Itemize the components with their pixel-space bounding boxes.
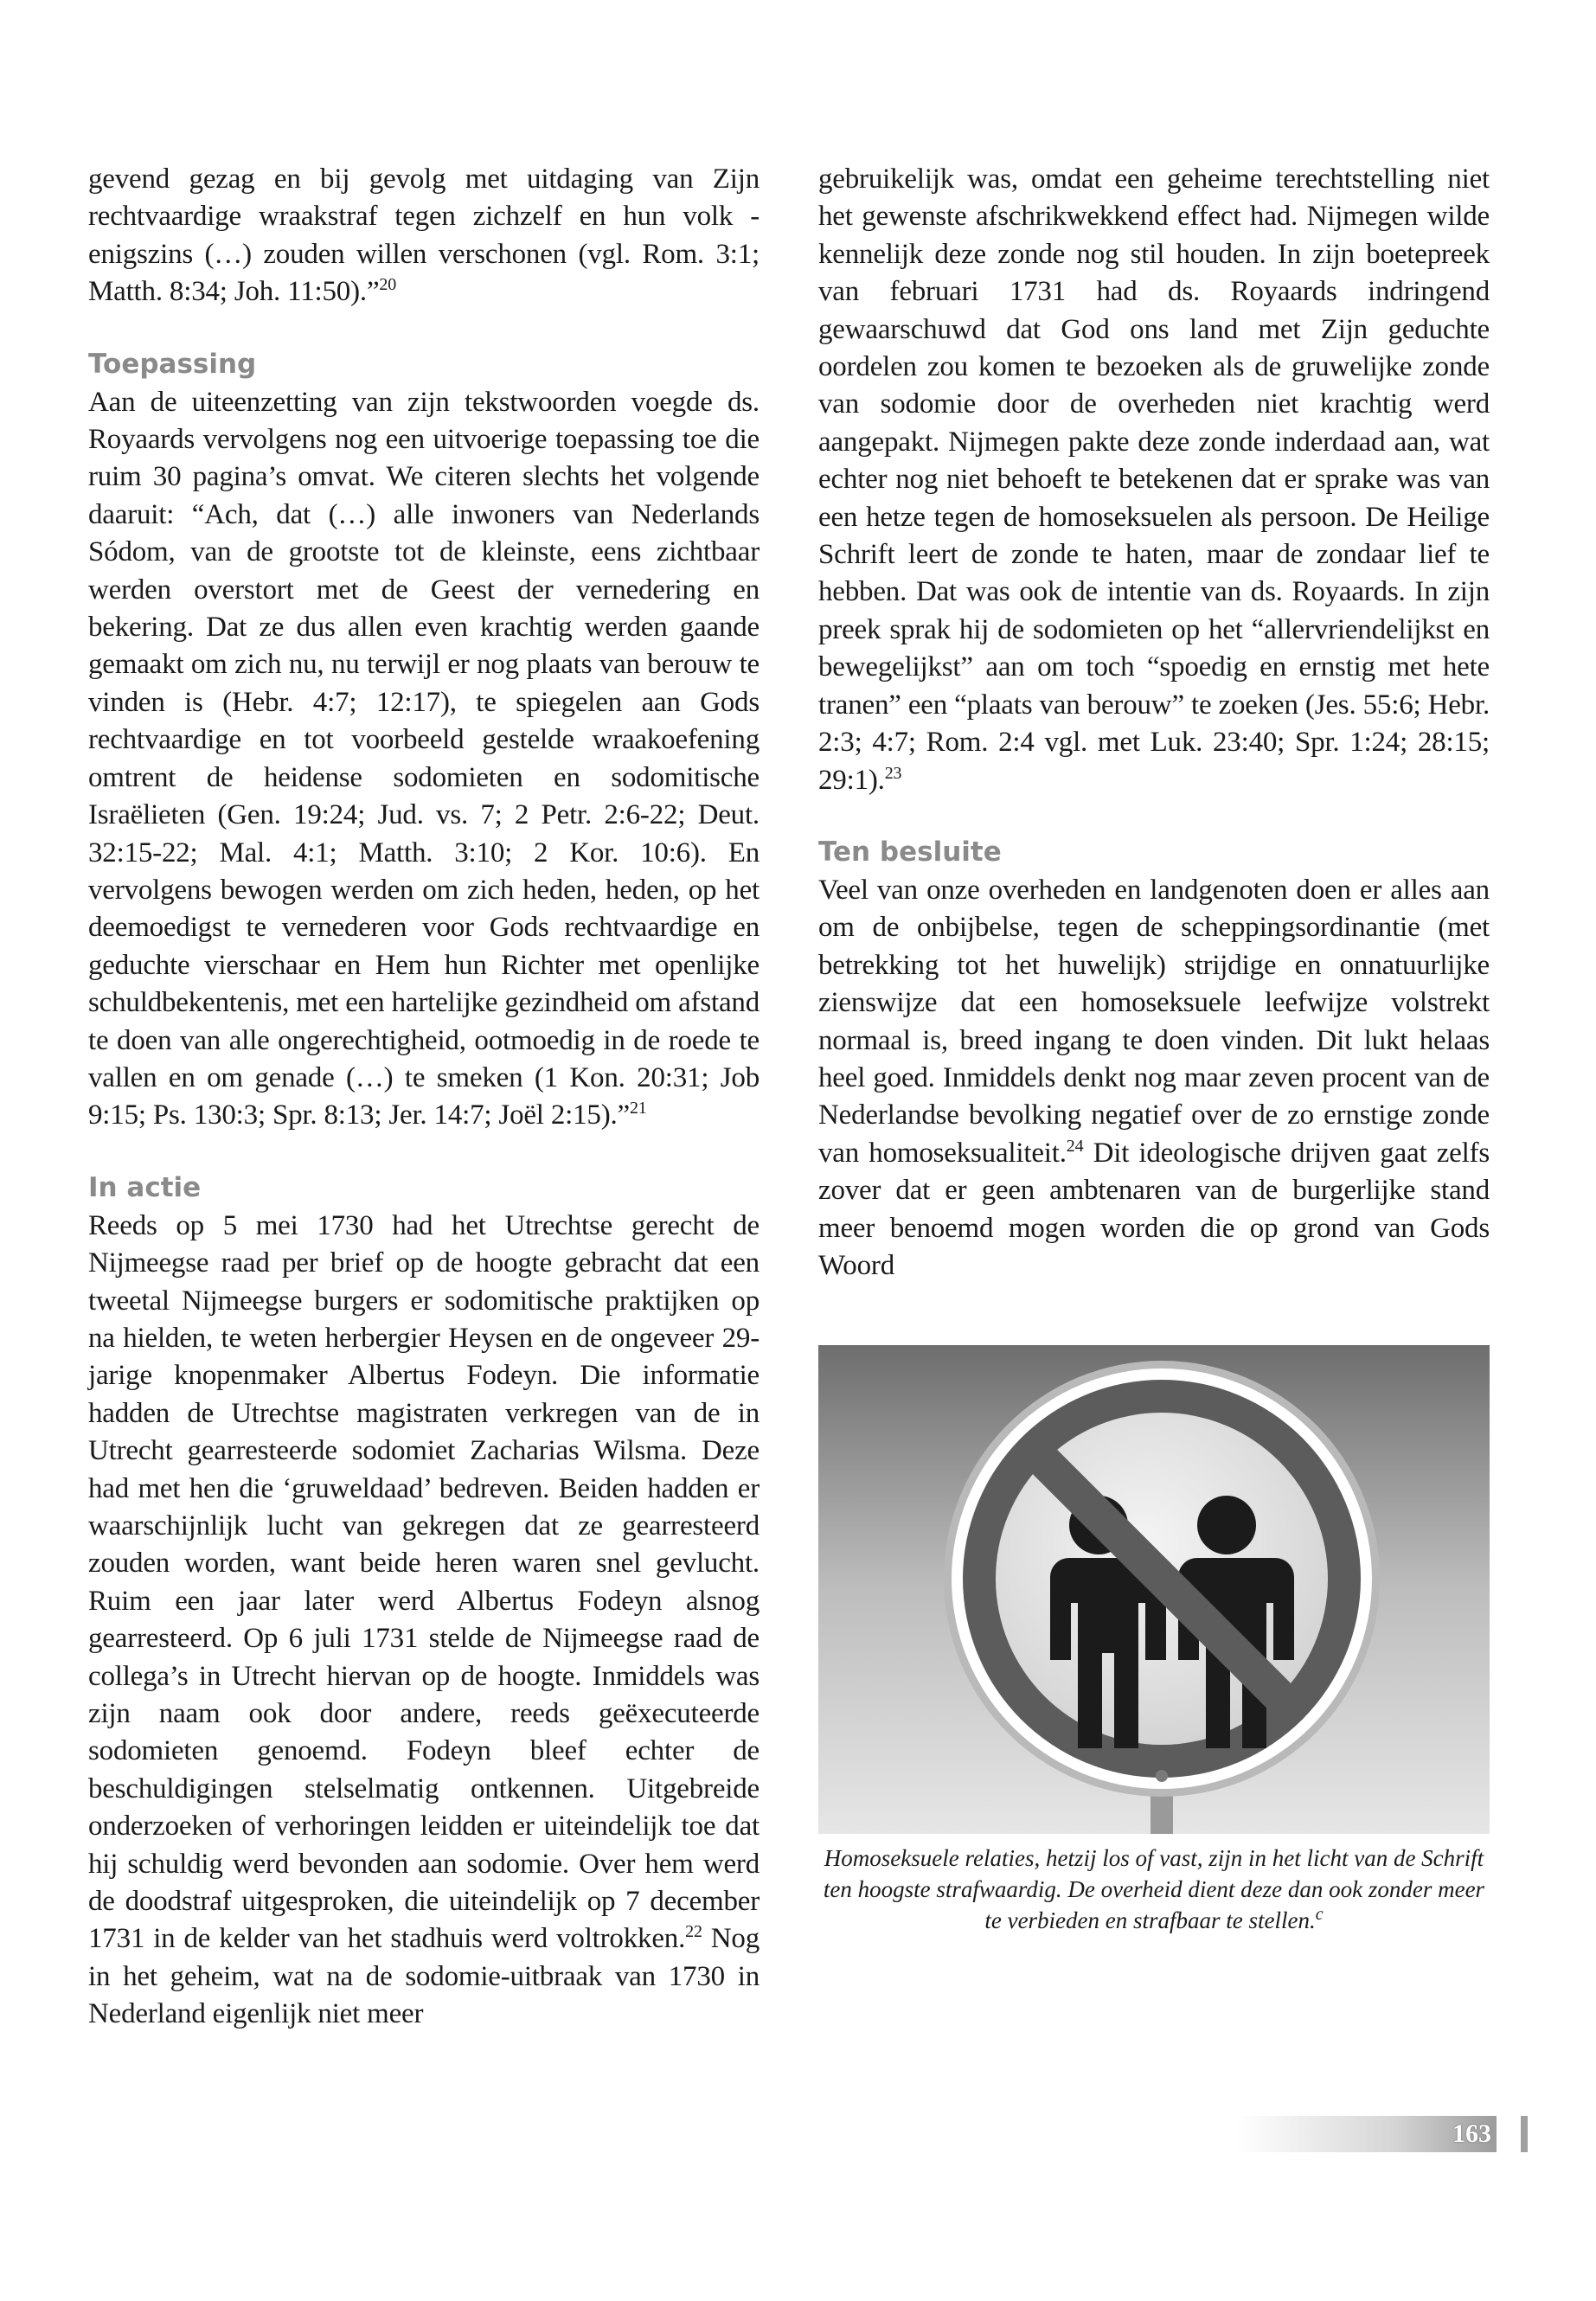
- page-number-band: [1237, 2116, 1497, 2152]
- section-heading-in-actie: In actie: [88, 1171, 202, 1203]
- page-edge-marker: [1521, 2116, 1528, 2152]
- prohibition-sign-photo: [818, 1345, 1490, 1834]
- paragraph: Aan de uiteenzetting van zijn tekstwoorden voegde ds. Royaards vervolgens nog een uitvoerige toepassing toe die ruim 30 pagina’s omvat. We citeren slechts het volgende daaruit: “Ach, dat (…) alle inwoners van Nederlands Sódom, van de grootste tot de kleinste, eens zichtbaar werden overstort met de Geest der vernedering en bekering. Dat ze dus allen even krachtig werden gaande gemaakt om zich nu, nu terwijl er nog plaats van berouw te vinden is (Hebr. 4:7; 12:17), te spiegelen aan Gods rechtvaardige en tot voorbeeld gestelde wraakoefening omtrent de heidense sodomieten en sodomitische Israëlieten (Gen. 19:24; Jud. vs. 7; 2 Petr. 2:6-22; Deut. 32:15-22; Mal. 4:1; Matth. 3:10; 2 Kor. 10:6). En vervolgens bewogen werden om zich heden, heden, op het deemoedigst te vernederen voor Gods rechtvaardige en geduchte vierschaar en Hem hun Richter met openlijke schuldbekentenis, met een hartelijke gezindheid om afstand te doen van alle ongerechtigheid, ootmoedig in de roede te vallen en om genade (…) te smeken (1 Kon. 20:31; Job 9:15; Ps. 130:3; Spr. 8:13; Jer. 14:7; Joël 2:15).”$^{21}$: [88, 386, 760, 1131]
- footnote-ref: 21: [630, 1099, 647, 1118]
- footnote-ref: 24: [1066, 1136, 1084, 1156]
- paragraph: Veel van onze overheden en landgenoten doen er alles aan om de onbijbelse, tegen de scheppingsordinantie (met betrekking tot het huwelijk) strijdige en onnatuurlijke zienswijze dat een homoseksuele leefwijze volstrekt normaal is, breed ingang te doen vinden. Dit lukt helaas heel goed. Inmiddels denkt nog maar zeven procent van de Nederlandse bevolking negatief over de zo ernstige zonde van homoseksualiteit.$^{24}$ Dit ideologische drijven gaat zelfs zover dat er geen ambtenaren van de burgerlijke stand meer benoemd mogen worden die op grond van Gods Woord: [818, 874, 1490, 1281]
- footnote-ref: 20: [379, 275, 396, 295]
- left-column: [88, 161, 760, 2034]
- footnote-ref: 23: [884, 763, 902, 783]
- figure-caption: Homoseksuele relaties, hetzij los of vast, zijn in het licht van de Schrift ten hoogste strafwaardig. De overheid dient deze dan ook zonder meer te verbieden en strafbaar te stellen.$^c$: [823, 1845, 1485, 1933]
- right-column: [818, 161, 1490, 1285]
- section-heading-toepassing: Toepassing: [88, 348, 257, 380]
- paragraph: Reeds op 5 mei 1730 had het Utrechtse gerecht de Nijmeegse raad per brief op de hoogte gebracht dat een tweetal Nijmeegse burgers er sodomitische praktijken op na hielden, te weten herbergier Heysen en de ongeveer 29-jarige knopenmaker Albertus Fodeyn. Die informatie hadden de Utrechtse magistraten verkregen van de in Utrecht gearresteerde sodomiet Zacharias Wilsma. Deze had met hen die ‘gruweldaad’ bedreven. Beiden hadden er waarschijnlijk lucht van gekregen dat ze gearresteerd zouden worden, want beide heren waren snel gevlucht. Ruim een jaar later werd Albertus Fodeyn alsnog gearresteerd. Op 6 juli 1731 stelde de Nijmeegse raad de collega’s in Utrecht hiervan op de hoogte. Inmiddels was zijn naam ook door andere, reeds geëxecuteerde sodomieten genoemd. Fodeyn bleef echter de beschuldigingen stelselmatig ontkennen. Uitgebreide onderzoeken of verhoringen leidden er uiteindelijk toe dat hij schuldig werd bevonden aan sodomie. Over hem werd de doodstraf uitgesproken, die uiteindelijk op 7 december 1731 in de kelder van het stadhuis werd voltrokken.$^{22}$ Nog in het geheim, wat na de sodomie-uitbraak van 1730 in Nederland eigenlijk niet meer: [88, 1209, 760, 2030]
- prohibition-sign-image: [818, 1345, 1490, 1834]
- page-number: 163: [1452, 2119, 1491, 2148]
- footnote-ref: 22: [685, 1922, 702, 1942]
- paragraph: gebruikelijk was, omdat een geheime terechtstelling niet het gewenste afschrikwekkend effect had. Nijmegen wilde kennelijk deze zonde nog stil houden. In zijn boetepreek van februari 1731 had ds. Royaards indringend gewaarschuwd dat God ons land met Zijn geduchte oordelen zou komen te bezoeken als de gruwelijke zonde van sodomie door de overheden niet krachtig werd aangepakt. Nijmegen pakte deze zonde inderdaad aan, wat echter nog niet behoeft te betekenen dat er sprake was van een hetze tegen de homoseksuelen als persoon. De Heilige Schrift leert de zonde te haten, maar de zondaar lief te hebben. Dat was ook de intentie van ds. Royaards. In zijn preek sprak hij de sodomieten op het “allervriendelijkst en bewegelijkst” aan om toch “spoedig en ernstig met hete tranen” een “plaats van berouw” te zoeken (Jes. 55:6; Hebr. 2:3; 4:7; Rom. 2:4 vgl. met Luk. 23:40; Spr. 1:24; 28:15; 29:1).$^{23}$: [818, 163, 1490, 796]
- paragraph: gevend gezag en bij gevolg met uitdaging van Zijn rechtvaardige wraakstraf tegen zichzelf en hun volk - enigszins (…) zouden willen verschonen (vgl. Rom. 3:1; Matth. 8:34; Joh. 11:50).”$^{20}$: [88, 163, 760, 308]
- sign-bolt: [1156, 1770, 1168, 1782]
- section-heading-ten-besluite: Ten besluite: [818, 836, 1002, 868]
- footnote-ref: c: [1315, 1905, 1324, 1924]
